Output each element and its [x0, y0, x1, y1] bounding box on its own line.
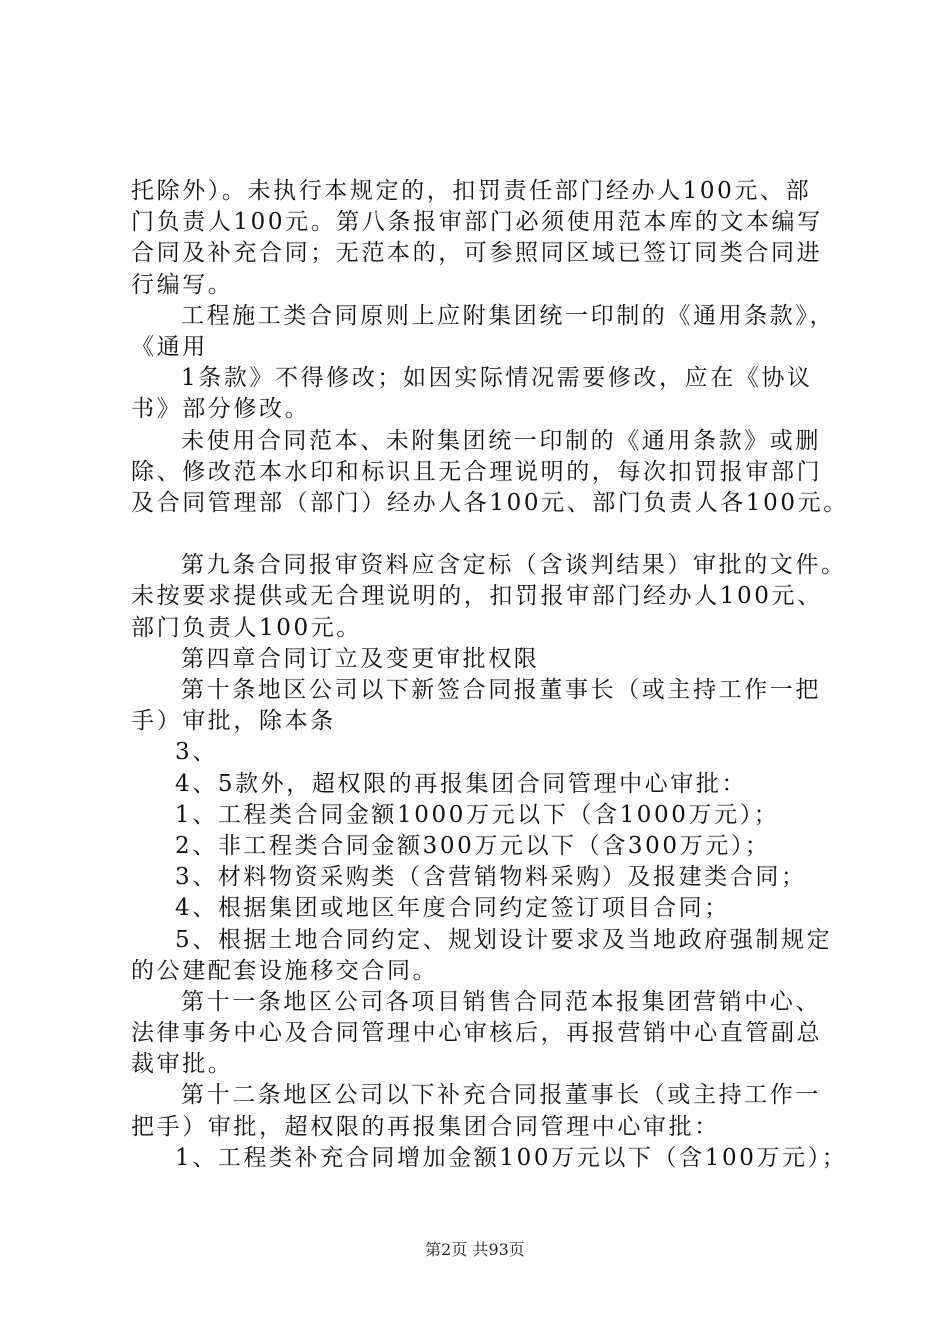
- text-line: 门负责人100元。第八条报审部门必须使用范本库的文本编写: [131, 209, 823, 236]
- text-line: 手）审批，除本条: [131, 708, 336, 735]
- text-line: 及合同管理部（部门）经办人各100元、部门负责人各100元。: [131, 489, 849, 516]
- text-line: 未使用合同范本、未附集团统一印制的《通用条款》或删: [181, 427, 821, 454]
- text-line: 4、根据集团或地区年度合同约定签订项目合同；: [175, 895, 730, 922]
- text-line: 《通用: [131, 333, 208, 360]
- text-line: 未按要求提供或无合理说明的，扣罚报审部门经办人100元、: [131, 583, 823, 610]
- text-line: 第九条合同报审资料应含定标（含谈判结果）审批的文件。: [181, 552, 847, 579]
- text-line: 5、根据土地合同约定、规划设计要求及当地政府强制规定: [175, 926, 833, 953]
- text-line: 法律事务中心及合同管理中心审核后，再报营销中心直管副总: [131, 1020, 823, 1047]
- text-line: 3、: [175, 739, 218, 766]
- text-line: 除、修改范本水印和标识且无合理说明的，每次扣罚报审部门: [131, 458, 823, 485]
- text-line: 工程施工类合同原则上应附集团统一印制的《通用条款》，: [181, 302, 836, 329]
- text-line: 第四章合同订立及变更审批权限: [181, 645, 540, 672]
- text-line: 1条款》不得修改；如因实际情况需要修改，应在《协议: [181, 365, 813, 392]
- text-line: 1、工程类合同金额1000万元以下（含1000万元）；: [175, 801, 780, 828]
- page-number-label: 第2页 共93页: [425, 1240, 525, 1259]
- text-line: 第十一条地区公司各项目销售合同范本报集团营销中心、: [181, 988, 821, 1015]
- text-line: 第十条地区公司以下新签合同报董事长（或主持工作一把: [181, 677, 821, 703]
- text-line: 把手）审批，超权限的再报集团合同管理中心审批：: [131, 1113, 720, 1140]
- text-line: 第十二条地区公司以下补充合同报董事长（或主持工作一: [181, 1082, 821, 1109]
- text-line: 1、工程类补充合同增加金额100万元以下（含100万元）；: [175, 1144, 848, 1171]
- text-line: 托除外）。未执行本规定的，扣罚责任部门经办人100元、部: [131, 178, 812, 204]
- text-line: 合同及补充合同；无范本的，可参照同区域已签订同类合同进: [131, 240, 823, 267]
- text-line: 书》部分修改。: [131, 396, 311, 423]
- page-footer: [0, 1240, 950, 1260]
- text-line: 的公建配套设施移交合同。: [131, 957, 439, 984]
- blank-line: [131, 519, 841, 550]
- text-line: 行编写。: [131, 271, 234, 298]
- text-line: 部门负责人100元。: [131, 614, 362, 641]
- text-line: 裁审批。: [131, 1051, 234, 1078]
- text-line: 3、材料物资采购类（含营销物料采购）及报建类合同；: [175, 864, 807, 891]
- text-line: 4、5款外，超权限的再报集团合同管理中心审批：: [175, 770, 748, 797]
- document-body: [131, 176, 849, 1174]
- text-line: 2、非工程类合同金额300万元以下（含300万元）；: [175, 832, 771, 859]
